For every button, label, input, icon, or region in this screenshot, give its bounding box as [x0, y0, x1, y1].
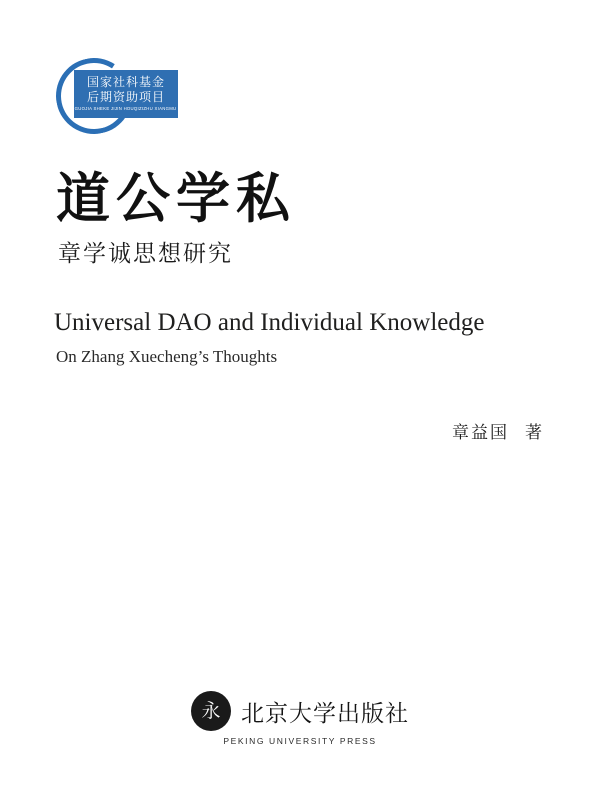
author-block [452, 418, 542, 443]
author-name: 章益国 [452, 423, 509, 443]
publisher-block [0, 691, 600, 746]
grant-seal [56, 58, 186, 134]
title-english: Universal DAO and Individual Knowledge [54, 309, 485, 336]
seal-line-2: 后期资助项目 [86, 90, 165, 104]
seal-label-box [74, 70, 178, 118]
publisher-row [191, 691, 409, 731]
title-chinese: 道公学私 [56, 167, 296, 230]
seal-pinyin: GUOJIA SHEKE JIJIN HOUQIZIZHU XIANGMU [75, 106, 177, 111]
publisher-name-english: PEKING UNIVERSITY PRESS [223, 736, 377, 746]
publisher-name-chinese: 北京大学出版社 [241, 700, 409, 727]
subtitle-english: On Zhang Xuecheng’s Thoughts [56, 347, 278, 366]
subtitle-chinese: 章学诚思想研究 [58, 241, 233, 267]
publisher-logo-icon: 永 [191, 691, 231, 731]
author-role: 著 [525, 423, 542, 443]
seal-line-1: 国家社科基金 [86, 75, 165, 89]
